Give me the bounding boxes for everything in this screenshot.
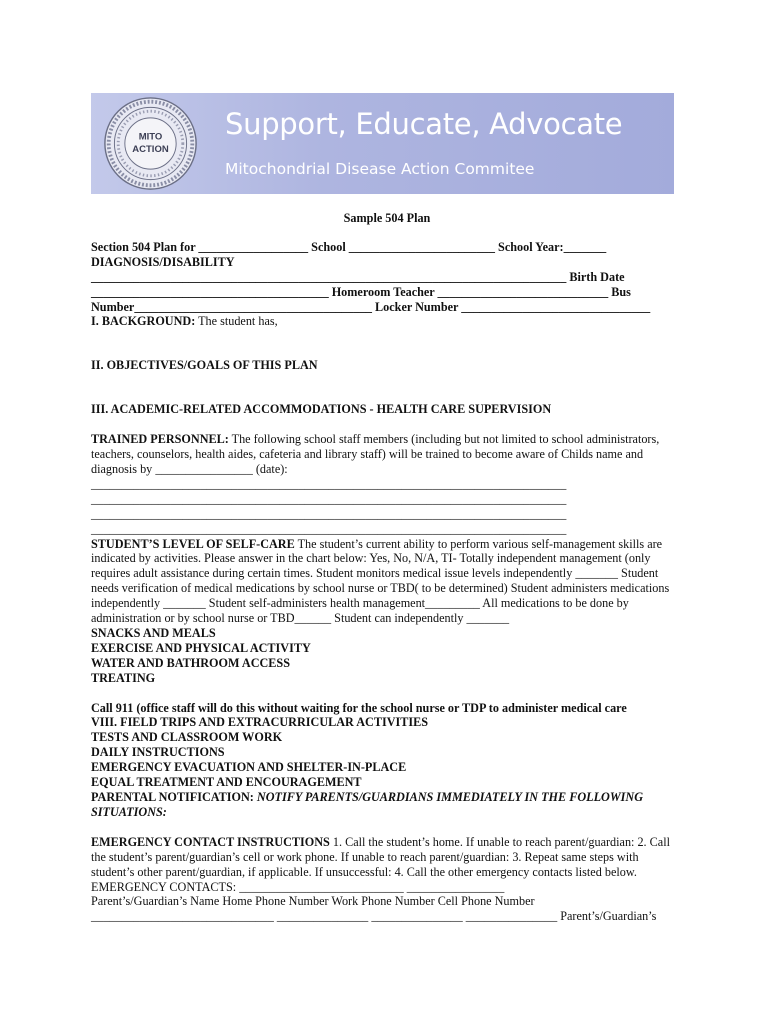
section-objectives: II. OBJECTIVES/GOALS OF THIS PLAN [91,358,318,373]
heading-evacuation: EMERGENCY EVACUATION AND SHELTER-IN-PLACE [91,760,407,775]
diagnosis-heading: DIAGNOSIS/DISABILITY [91,254,235,269]
background-text: The student has, [195,314,278,329]
parental-text: NOTIFY PARENTS/GUARDIANS IMMEDIATELY IN THE FOLLOWING SITUATIONS: [91,790,644,819]
banner-title: Support, Educate, Advocate [225,107,623,141]
blank-line-3: ______________________________________________________________________________ [91,506,567,521]
heading-water: WATER AND BATHROOM ACCESS [91,655,290,670]
heading-treating: TREATING [91,670,156,685]
emergency-text: 1. Call the student’s home. If unable to reach parent/guardian: 2. Call the student’s parent/guardian’s cell or work phone. If unable to reach parent/guardian: 3. Repeat same steps with student’s other parent/guardian, if applicable. If unsuccessful: 4. Call the other emergency contacts listed below. EMERGENCY CONTACTS: ___________________________ ________________ [91,834,670,894]
parents-blank-line: ______________________________ _______________ _______________ _______________ Parent’s/Guardian’s [91,909,657,924]
emergency-label: EMERGENCY CONTACT INSTRUCTIONS [91,834,330,849]
trained-personnel-paragraph [91,432,683,477]
heading-daily: DAILY INSTRUCTIONS [91,745,225,760]
header-banner [91,93,674,194]
birth-date-line: ______________________________________________________________________________ Birth Date [91,269,625,284]
document-body [91,211,683,924]
trained-personnel-text: The following school staff members (including but not limited to school administrators, teachers, counselors, health aides, cafeteria and library staff) will be trained to become aware of Childs name and diagnosis by ________________ (date): [91,432,660,476]
heading-equal-treatment: EQUAL TREATMENT AND ENCOURAGEMENT [91,775,362,790]
document-title: Sample 504 Plan [343,211,431,225]
background-line [91,314,683,329]
plan-for-line: Section 504 Plan for __________________ School ________________________ School Year:_______ [91,239,607,254]
call-911-line: Call 911 (office staff will do this without waiting for the school nurse or TDP to administer medical care [91,700,627,715]
homeroom-line: _______________________________________ Homeroom Teacher ____________________________ Bus [91,284,631,299]
blank-line-1: ______________________________________________________________________________ [91,476,567,491]
banner-subtitle: Mitochondrial Disease Action Commitee [225,160,535,178]
emergency-instructions [91,835,683,895]
parents-header-line: Parent’s/Guardian’s Name Home Phone Number Work Phone Number Cell Phone Number [91,894,535,909]
locker-text: _______________________________________ Locker Number _______________________________ [134,299,651,314]
mito-action-seal-logo [103,96,198,191]
blank-line-4: ______________________________________________________________________________ [91,521,567,536]
number-label: Number [91,299,135,314]
self-care-label: STUDENT’S LEVEL OF SELF-CARE [91,536,295,551]
parental-notification [91,790,683,820]
parental-label: PARENTAL NOTIFICATION: [91,790,254,804]
heading-exercise: EXERCISE AND PHYSICAL ACTIVITY [91,640,311,655]
heading-tests: TESTS AND CLASSROOM WORK [91,730,283,745]
locker-line [91,300,683,315]
heading-snacks: SNACKS AND MEALS [91,625,216,640]
section-accommodations: III. ACADEMIC-RELATED ACCOMMODATIONS - HEALTH CARE SUPERVISION [91,402,552,417]
self-care-paragraph [91,537,683,626]
blank-line-2: ______________________________________________________________________________ [91,491,567,506]
background-label: I. BACKGROUND: [91,314,196,329]
logo-text-mito: MITO [138,131,163,143]
logo-text-action: ACTION [132,144,169,156]
section-field-trips: VIII. FIELD TRIPS AND EXTRACURRICULAR ACTIVITIES [91,715,429,730]
trained-personnel-label: TRAINED PERSONNEL: [91,432,229,447]
self-care-text: The student’s current ability to perform various self-management skills are indicated by activities. Please answer in the chart below: Yes, No, N/A, TI- Totally independent management (only requires adult assistance during certain times. Student monitors medical issue levels independently _______ Student needs verification of medical medications by school nurse or TBD( to be determined) Student administers medications independently _______ Student self-administers health management_________ All medications to be done by administration or by school nurse or TBD______ Student can independently _______ [91,536,670,626]
